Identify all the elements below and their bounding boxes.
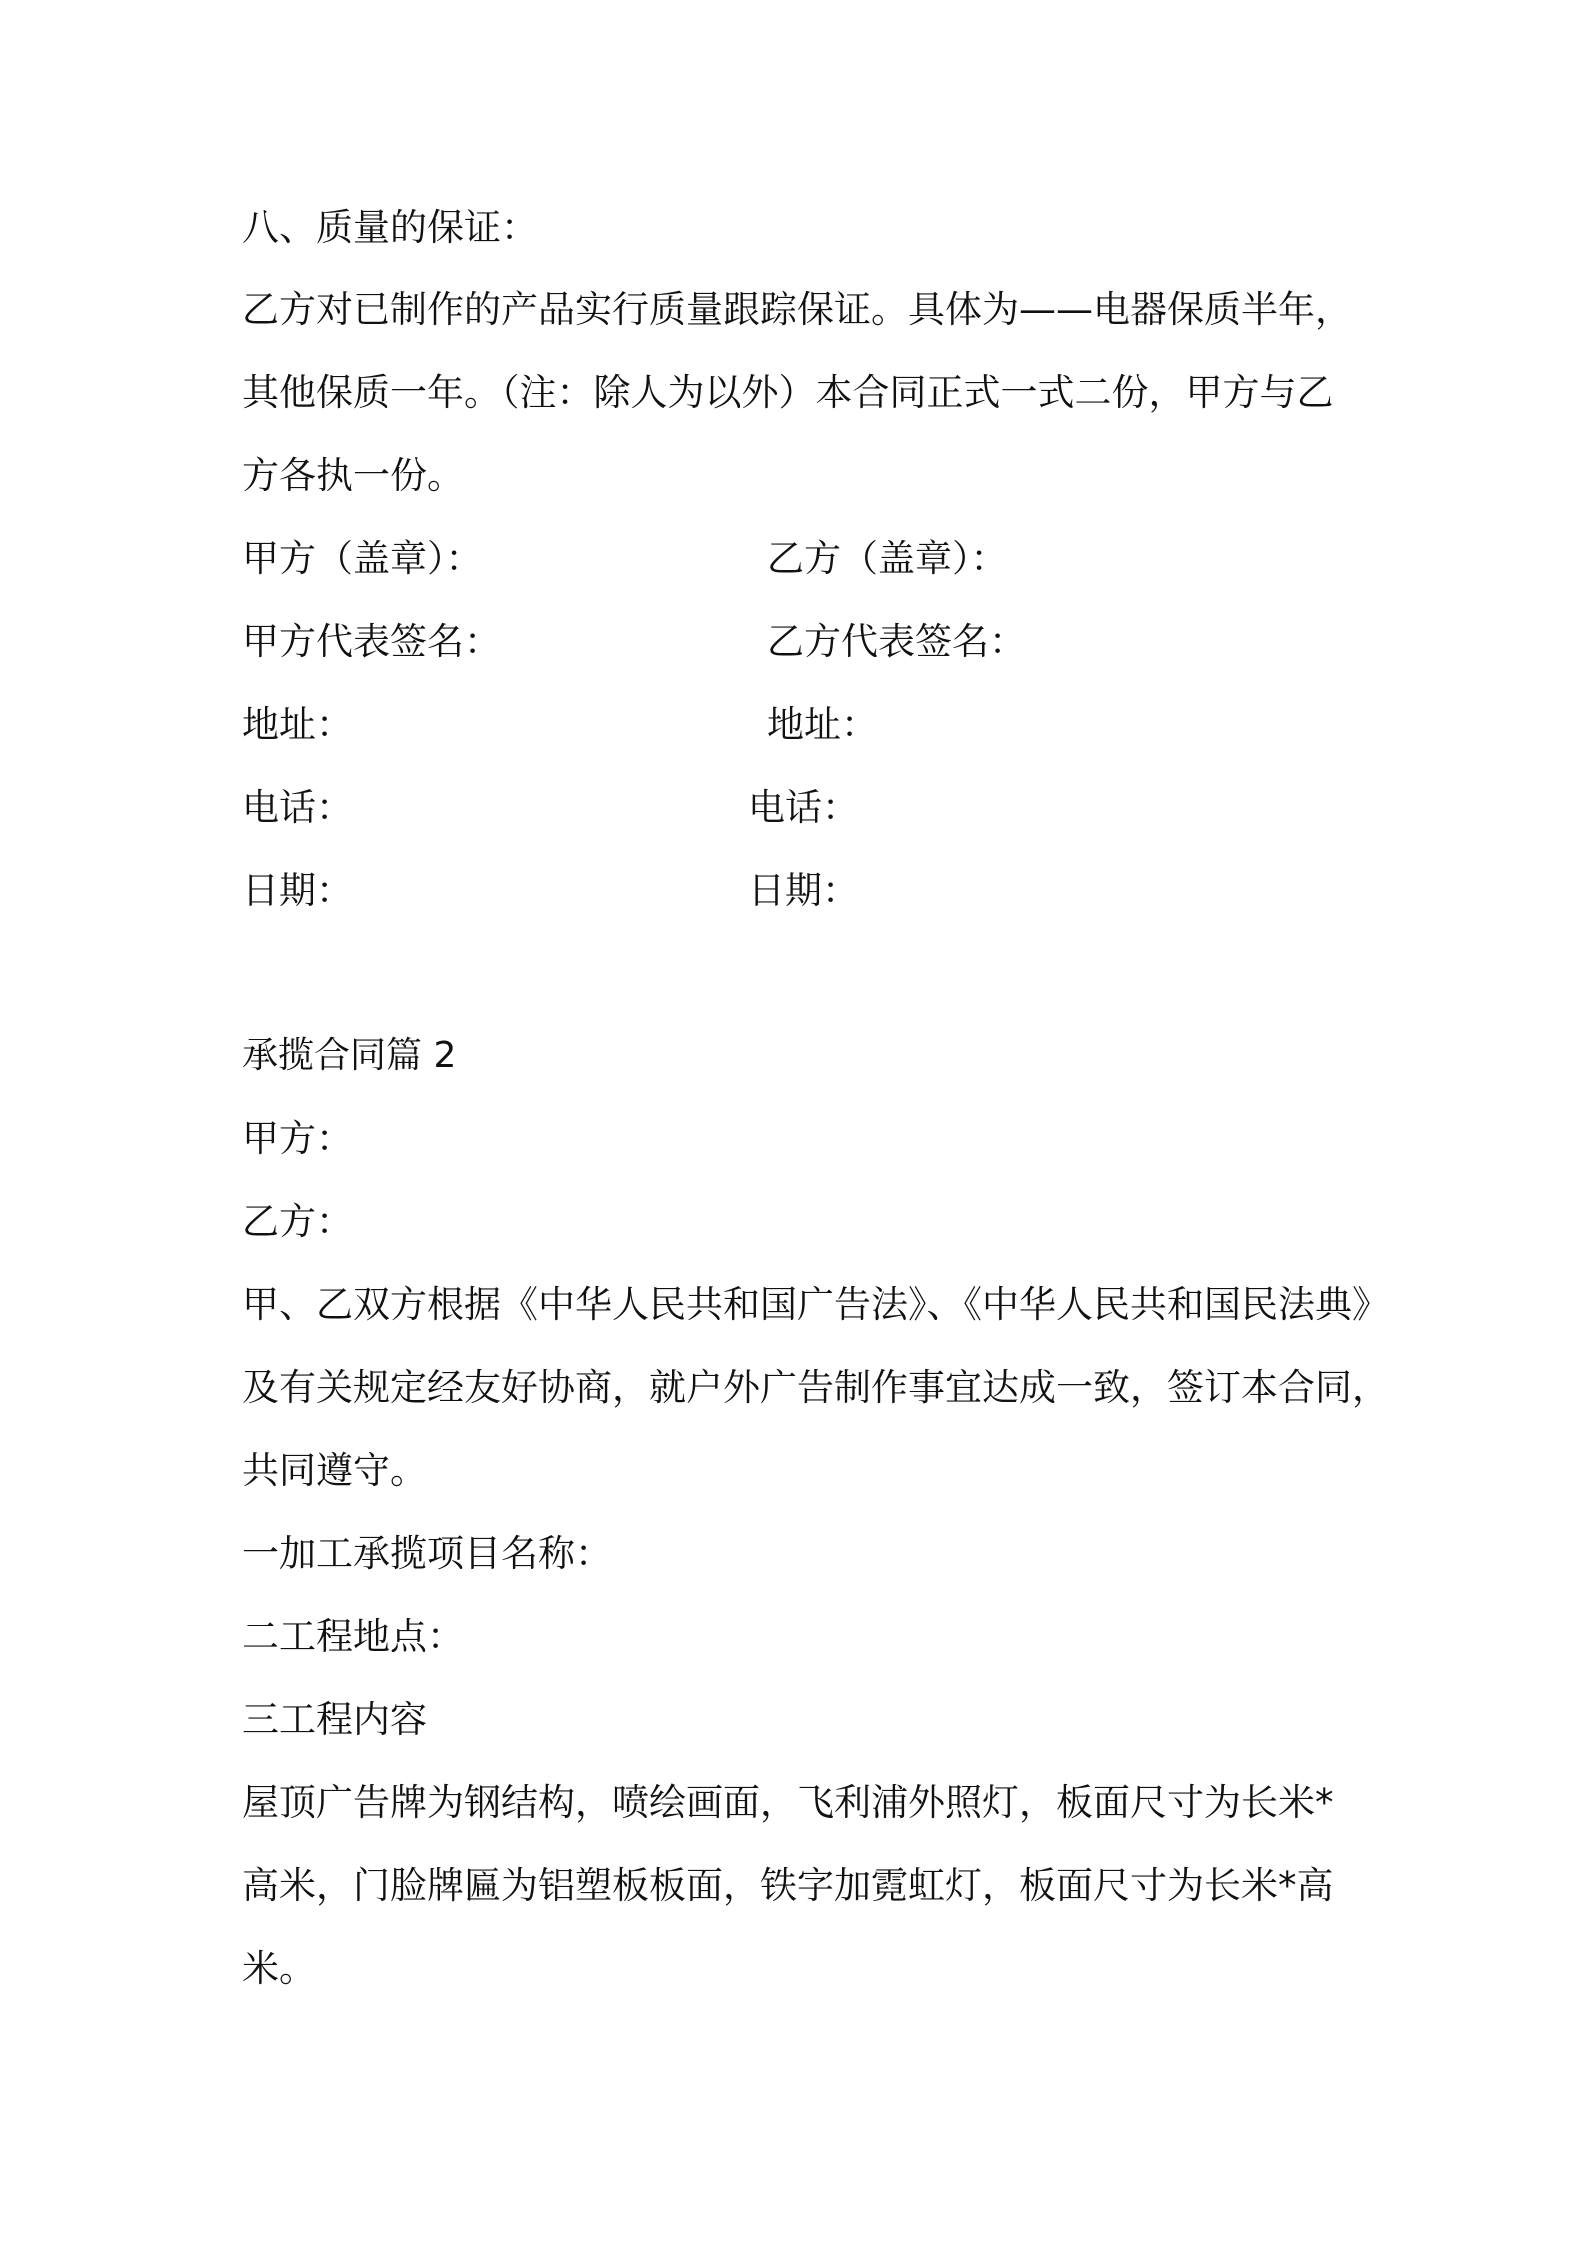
intro-line: 共同遵守。	[242, 1449, 427, 1492]
contract-title: 承揽合同篇 2	[242, 1035, 457, 1076]
party-a-label: 甲方：	[242, 1117, 353, 1160]
paragraph-line: 其他保质一年。（注：除人为以外）本合同正式一式二份，甲方与乙	[242, 371, 1334, 414]
content-line: 高米，门脸牌匾为铝塑板板面，铁字加霓虹灯，板面尺寸为长米*高	[242, 1864, 1334, 1907]
item-project-name: 一加工承揽项目名称：	[242, 1532, 612, 1575]
party-b-date-label: 日期：	[748, 869, 859, 912]
item-project-location: 二工程地点：	[242, 1615, 464, 1658]
paragraph-line: 方各执一份。	[242, 454, 464, 497]
section-heading-quality-guarantee: 八、质量的保证：	[242, 206, 538, 249]
party-a-address-label: 地址：	[242, 703, 353, 746]
intro-line: 及有关规定经友好协商，就户外广告制作事宜达成一致，签订本合同，	[242, 1366, 1389, 1409]
party-a-phone-label: 电话：	[242, 786, 353, 829]
item-project-content: 三工程内容	[242, 1698, 427, 1741]
party-b-address-label: 地址：	[767, 703, 878, 746]
party-a-representative-label: 甲方代表签名：	[242, 620, 501, 663]
party-b-phone-label: 电话：	[748, 786, 859, 829]
party-b-representative-label: 乙方代表签名：	[767, 620, 1026, 663]
content-line: 米。	[242, 1947, 316, 1990]
party-a-date-label: 日期：	[242, 869, 353, 912]
paragraph-line: 乙方对已制作的产品实行质量跟踪保证。具体为——电器保质半年，	[242, 288, 1352, 331]
intro-line: 甲、乙双方根据《中华人民共和国广告法》、《中华人民共和国民法典》	[242, 1283, 1389, 1326]
content-line: 屋顶广告牌为钢结构，喷绘画面，飞利浦外照灯，板面尺寸为长米*	[242, 1781, 1334, 1824]
party-b-seal-label: 乙方（盖章）：	[767, 537, 1008, 580]
party-a-seal-label: 甲方（盖章）：	[242, 537, 483, 580]
party-b-label: 乙方：	[242, 1200, 353, 1243]
